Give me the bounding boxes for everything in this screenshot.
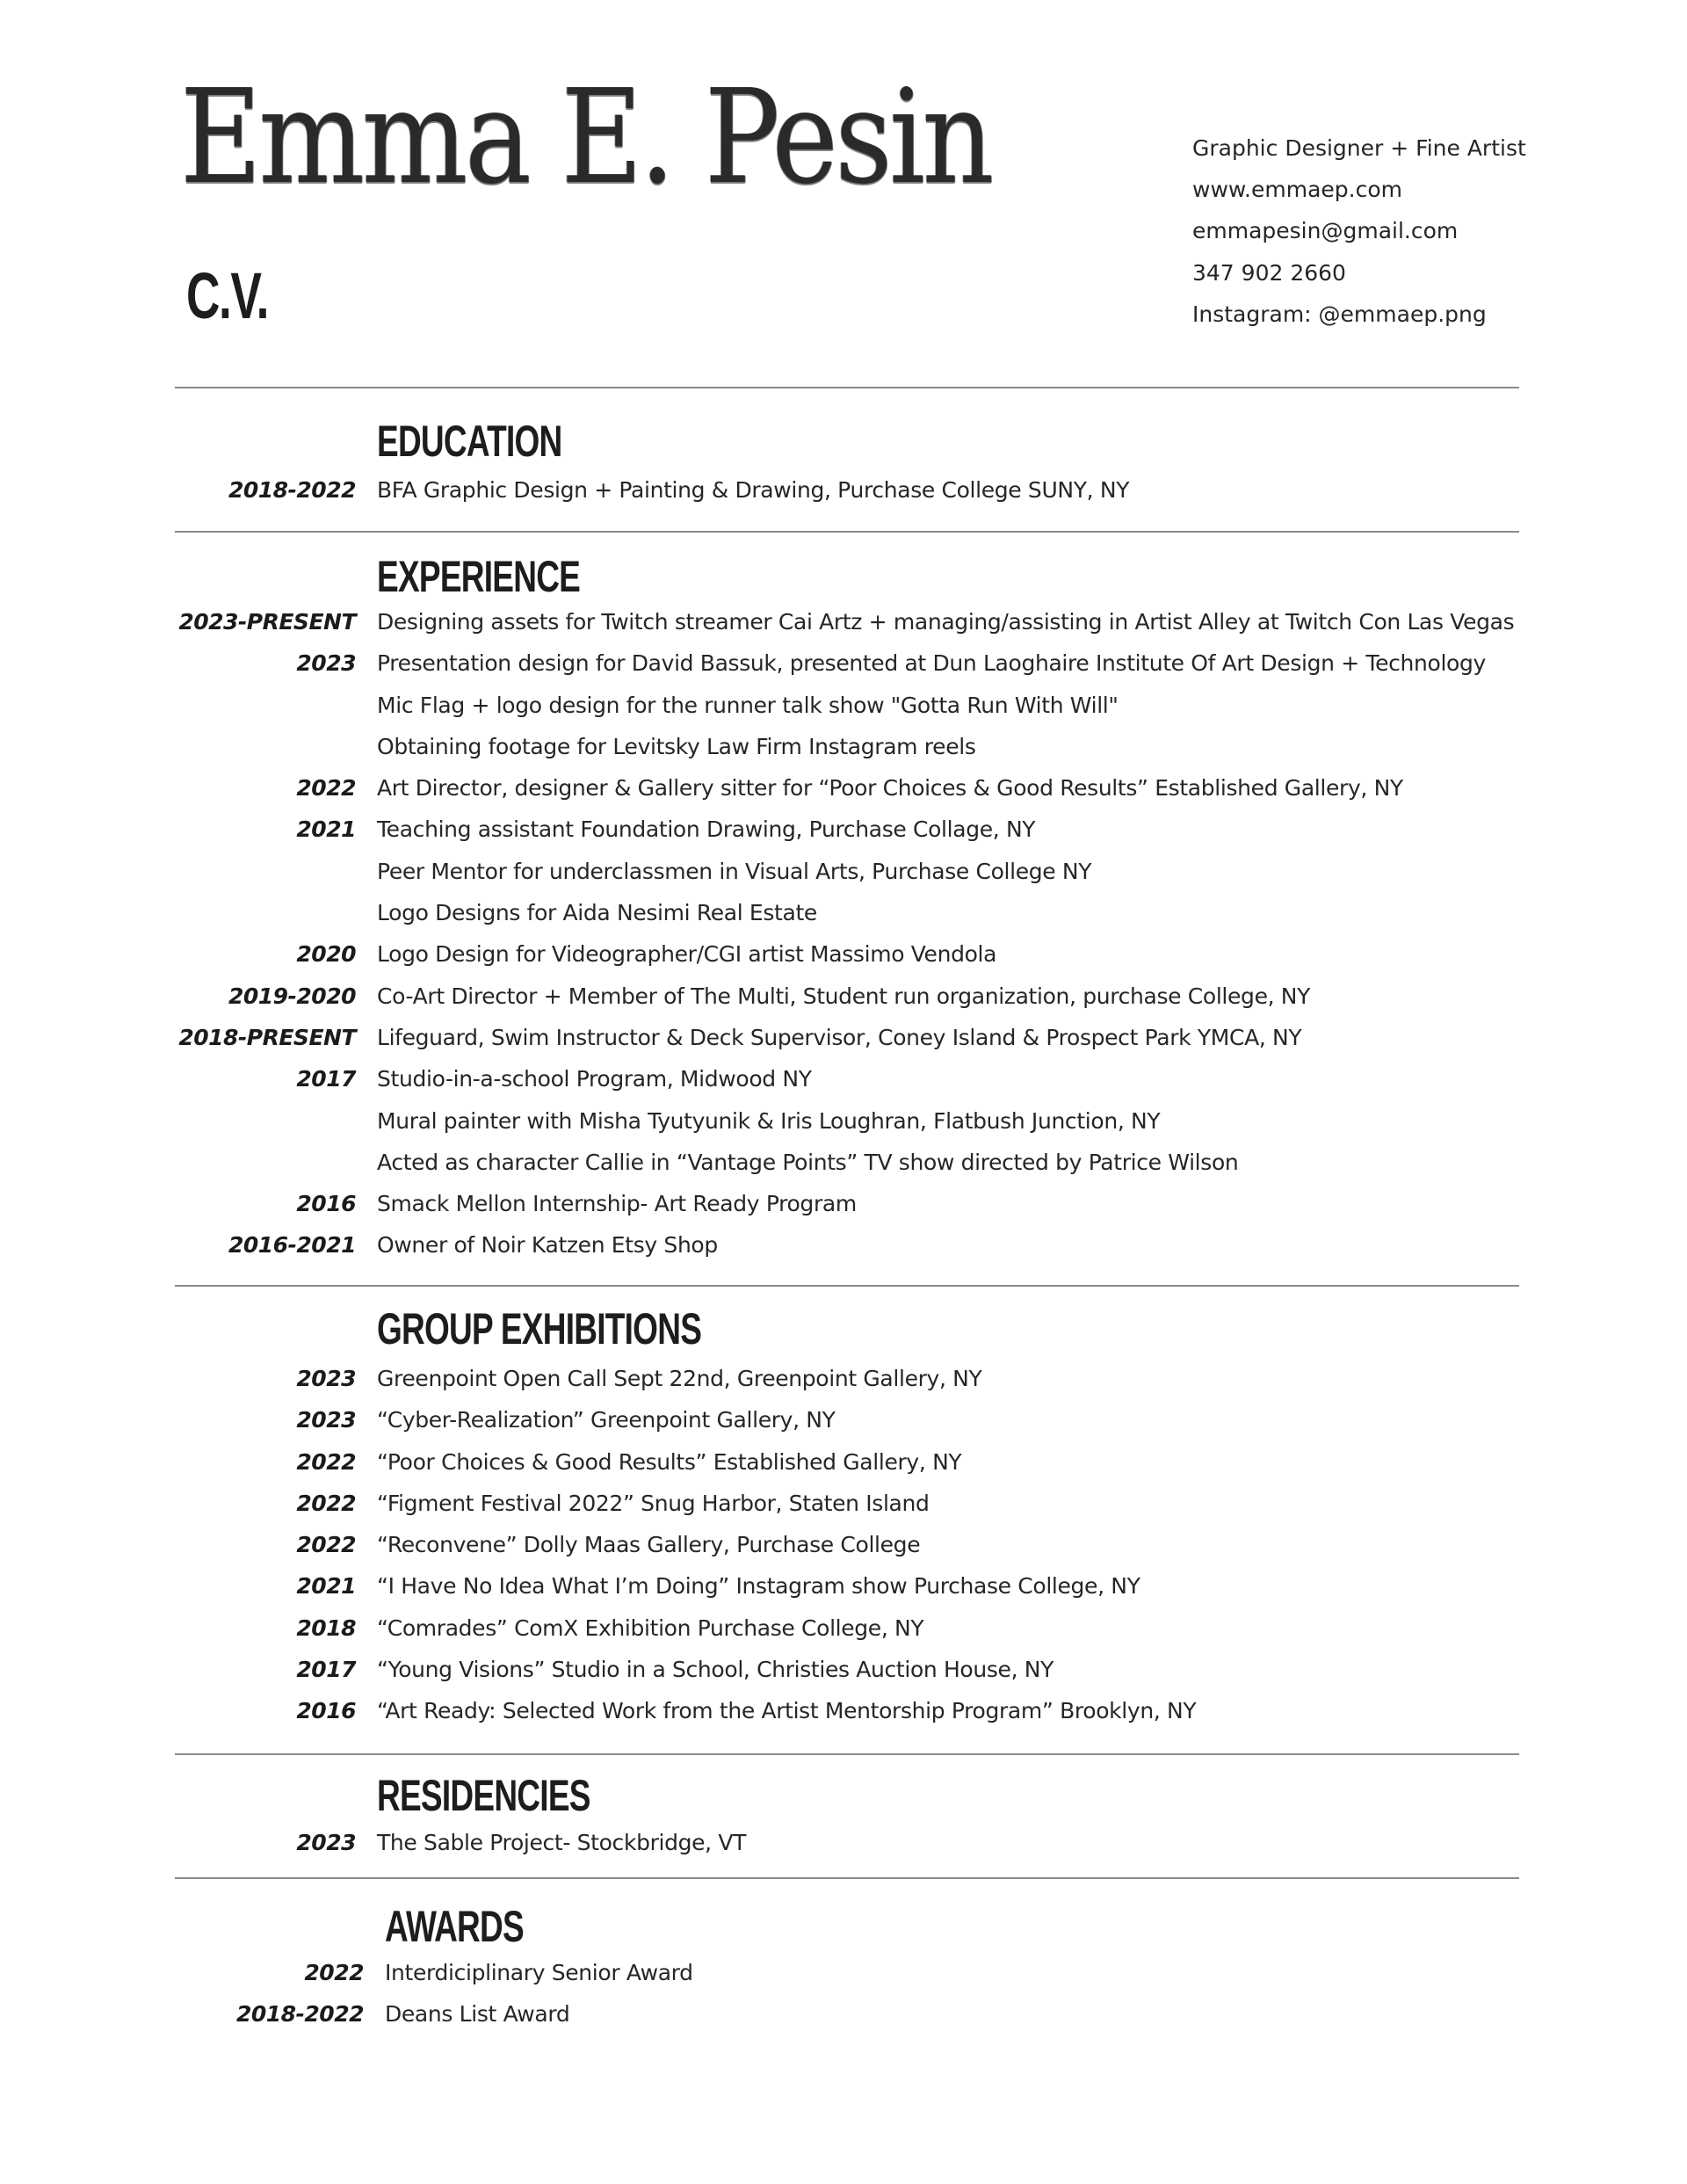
entry-text: “Art Ready: Selected Work from the Artist Mentorship Program” Brooklyn, NY [377,1698,1197,1724]
entry-year: 2016 [296,1191,356,1217]
entry-year: 2018 [296,1614,356,1641]
list-item [0,1690,1687,1731]
entry-text: BFA Graphic Design + Painting & Drawing, Purchase College SUNY, NY [377,477,1130,503]
entry-text: Owner of Noir Katzen Etsy Shop [377,1232,718,1259]
list-item [0,933,1687,975]
entry-year: 2018-2022 [228,477,356,503]
residencies-title: RESIDENCIES [377,1771,590,1820]
entry-text: “Reconvene” Dolly Maas Gallery, Purchase College [377,1532,921,1558]
group-exhibitions-list [0,1358,1687,1732]
list-item [0,976,1687,1017]
name-heading: Emma E. Pesin [180,62,991,213]
list-item [0,1441,1687,1483]
entry-text: “Cyber-Realization” Greenpoint Gallery, NY [377,1407,836,1433]
list-item [0,601,1687,642]
list-item [0,1993,1687,2035]
experience-list [0,601,1687,1266]
list-item [0,1399,1687,1440]
list-item [0,1649,1687,1690]
entry-year: 2023 [296,1407,356,1433]
contact-email[interactable]: emmapesin@gmail.com [1192,218,1459,244]
entry-year: 2023 [296,650,356,677]
list-item [0,1142,1687,1183]
list-item [0,1822,1687,1863]
entry-year: 2017 [296,1066,356,1092]
contact-phone: 347 902 2660 [1192,259,1346,286]
divider [175,1753,1519,1755]
list-item [0,1358,1687,1399]
entry-year: 2022 [296,1490,356,1516]
list-item [0,685,1687,726]
list-item [0,1483,1687,1524]
entry-text: “Comrades” ComX Exhibition Purchase College, NY [377,1614,924,1641]
list-item [0,1183,1687,1224]
entry-text: Art Director, designer & Gallery sitter for “Poor Choices & Good Results” Established Gallery, NY [377,775,1403,802]
entry-text: Peer Mentor for underclassmen in Visual Arts, Purchase College NY [377,858,1092,884]
entry-year: 2021 [296,1573,356,1600]
entry-text: Smack Mellon Internship- Art Ready Program [377,1191,857,1217]
entry-year: 2023 [296,1830,356,1855]
entry-text: Mural painter with Misha Tyutyunik & Iris Loughran, Flatbush Junction, NY [377,1107,1161,1134]
divider [175,387,1519,388]
cv-label: C.V. [186,259,268,332]
awards-list [0,1952,1687,2035]
list-item [0,1952,1687,1993]
entry-text: Teaching assistant Foundation Drawing, Purchase Collage, NY [377,816,1036,843]
entry-text: Logo Design for Videographer/CGI artist Massimo Vendola [377,941,997,968]
group-exhibitions-title: GROUP EXHIBITIONS [377,1304,702,1353]
entry-text: Greenpoint Open Call Sept 22nd, Greenpoint Gallery, NY [377,1366,982,1391]
contact-instagram[interactable]: Instagram: @emmaep.png [1192,301,1487,327]
divider [175,531,1519,533]
entry-year: 2022 [304,1960,364,1985]
entry-year: 2022 [296,1532,356,1558]
entry-year: 2017 [296,1657,356,1683]
entry-text: Interdiciplinary Senior Award [385,1960,693,1985]
entry-year: 2018-PRESENT [178,1024,356,1050]
entry-text: Lifeguard, Swim Instructor & Deck Supervisor, Coney Island & Prospect Park YMCA, NY [377,1024,1302,1050]
entry-year: 2020 [296,941,356,968]
entry-year: 2022 [296,1448,356,1475]
entry-text: Co-Art Director + Member of The Multi, Student run organization, purchase College, NY [377,983,1311,1009]
list-item [0,1607,1687,1649]
divider [175,1285,1519,1287]
entry-text: Mic Flag + logo design for the runner talk show "Gotta Run With Will" [377,692,1119,718]
entry-text: Logo Designs for Aida Nesimi Real Estate [377,900,817,926]
list-item [0,809,1687,850]
entry-text: Obtaining footage for Levitsky Law Firm Instagram reels [377,733,976,759]
list-item [0,851,1687,892]
entry-text: Designing assets for Twitch streamer Cai Artz + managing/assisting in Artist Alley at Twitch Con Las Vegas [377,609,1515,635]
list-item [0,1224,1687,1266]
entry-text: Studio-in-a-school Program, Midwood NY [377,1066,812,1092]
entry-text: “Figment Festival 2022” Snug Harbor, Staten Island [377,1490,930,1516]
list-item [0,767,1687,809]
contact-block [1192,127,1649,335]
list-item [0,1524,1687,1565]
list-item [0,726,1687,767]
list-item [0,1017,1687,1058]
awards-title: AWARDS [385,1902,524,1951]
entry-year: 2018-2022 [235,2001,364,2028]
list-item [0,1100,1687,1142]
list-item [0,1565,1687,1607]
residencies-list [0,1822,1687,1863]
entry-text: “I Have No Idea What I’m Doing” Instagram show Purchase College, NY [377,1573,1140,1600]
entry-text: Acted as character Callie in “Vantage Points” TV show directed by Patrice Wilson [377,1149,1239,1175]
contact-website[interactable]: www.emmaep.com [1192,177,1402,203]
entry-year: 2021 [296,816,356,843]
education-list [0,469,1687,511]
education-title: EDUCATION [377,417,562,466]
divider [175,1877,1519,1879]
entry-text: The Sable Project- Stockbridge, VT [377,1830,747,1855]
list-item [0,1058,1687,1099]
list-item [0,469,1687,511]
list-item [0,892,1687,933]
list-item [0,642,1687,684]
entry-year: 2023 [296,1366,356,1391]
contact-role: Graphic Designer + Fine Artist [1192,135,1526,161]
entry-year: 2022 [296,775,356,802]
experience-title: EXPERIENCE [377,552,581,601]
entry-year: 2023-PRESENT [178,609,356,635]
entry-year: 2016-2021 [228,1232,356,1259]
entry-year: 2016 [296,1698,356,1724]
entry-text: “Young Visions” Studio in a School, Christies Auction House, NY [377,1657,1054,1683]
entry-year: 2019-2020 [228,983,356,1009]
entry-text: Presentation design for David Bassuk, presented at Dun Laoghaire Institute Of Art Design + Technology [377,650,1486,677]
entry-text: Deans List Award [385,2001,570,2028]
entry-text: “Poor Choices & Good Results” Established Gallery, NY [377,1448,962,1475]
